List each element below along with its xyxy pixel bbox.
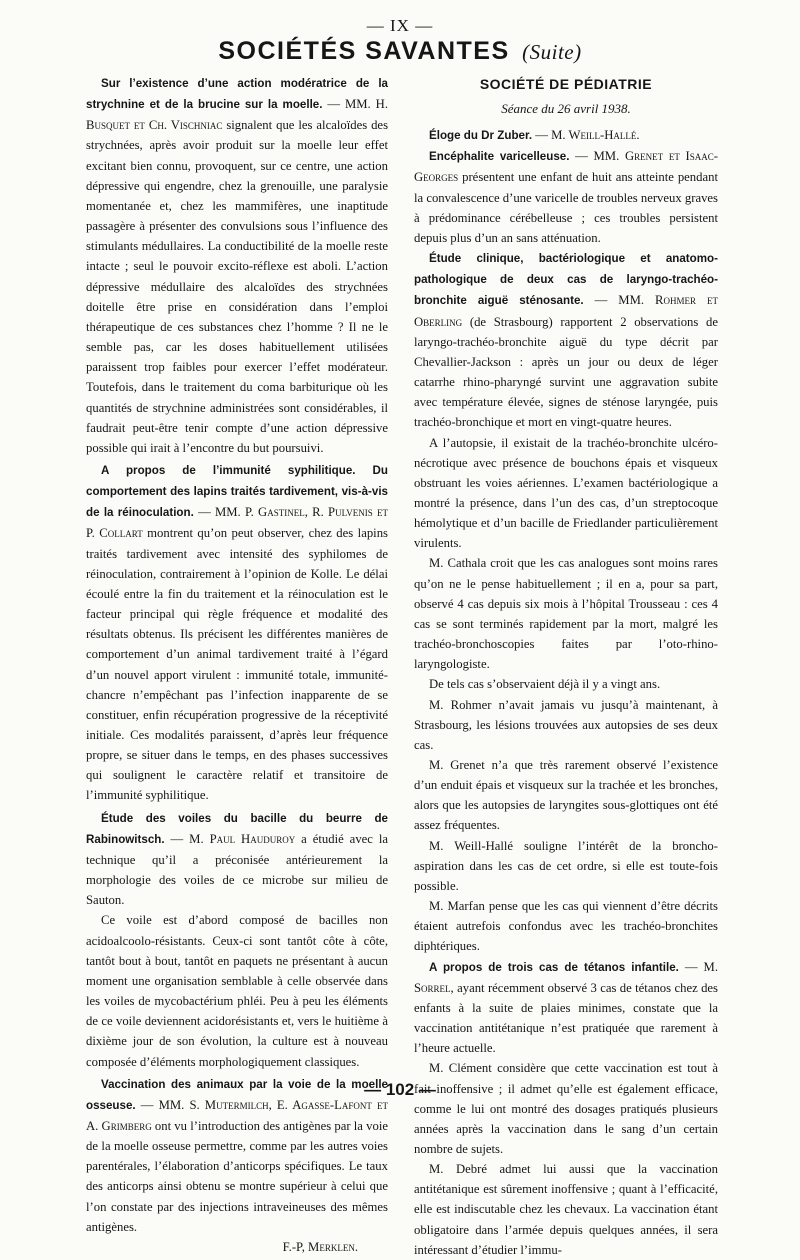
abstract-laryngo-trachee xyxy=(414,248,718,432)
paragraph-rohmer: M. Rohmer n’avait jamais vu jusqu’à maintenant, à Strasbourg, les lésions trouvées aux autopsies de ses deux cas. xyxy=(414,697,718,752)
society-title: SOCIÉTÉ DE PÉDIATRIE xyxy=(479,76,653,92)
abstract-authors: — MM. Grenet et Isaac-Georges xyxy=(414,149,718,185)
abstract-text: — M. Weill-Hallé. xyxy=(532,128,640,143)
roman-page-number: — IX — xyxy=(366,16,434,35)
abstract-bacille-beurre xyxy=(86,808,388,911)
abstract-title: Étude des voiles du bacille du beurre de Rabinowitsch. xyxy=(86,811,388,846)
section-continuation: (Suite) xyxy=(522,40,582,64)
abstract-title: A propos de trois cas de tétanos infantile. xyxy=(429,960,679,974)
abstract-text: montrent qu’on peut observer, chez des lapins traités tardivement avec intensité des syphilomes de réinoculation, contrairement à l’opinion de Kolle. Le délai écoulé entre la fin du traitement et la réinoculation est le facteur principal qui règle fréquence et modalité des résultats obtenus. Ils précisent les différentes manières de comportement d’un animal tardivement traité à l’égard d’un nouvel apport virulent : immunité totale, immunité-chancre n’empêchant pas l’infection inapparente de se constituer, enfin récupération progressive de la réceptivité initiale. Ces modalités paraissent, d’après leur fréquence propre, se situer dans le temps, en des phases successives qui soulignent le caractère relatif et transitoire de l’immunité syphilitique. xyxy=(86,526,388,803)
abstract-title: Vaccination des animaux par la voie de la moelle osseuse. xyxy=(86,1077,388,1112)
abstract-authors: — MM. S. Mutermilch, E. Agasse-Lafont et A. Grimberg xyxy=(86,1097,389,1133)
abstract-authors: — MM. P. Gastinel, R. Pulvenis et P. Collart xyxy=(86,505,388,541)
abstract-encephalite xyxy=(414,146,718,248)
paragraph-autopsie: A l’autopsie, il existait de la trachéo-bronchite ulcéro-nécrotique avec présence de bouchons épais et visqueux obstruant les voies aériennes. L’examen bactériologique a montré la présence, dans l’un des cas, d’un streptocoque hémolytique et d’un bacille de Friedlander particulièrement virulents. xyxy=(414,435,718,551)
paragraph-marfan: M. Marfan pense que les cas qui viennent d’être décrits étaient autrefois confondus avec les trachéo-bronchites diphtériques. xyxy=(414,899,718,954)
session-date: Séance du 26 avril 1938. xyxy=(501,101,631,116)
abstract-authors: — MM. Rohmer et Oberling xyxy=(414,293,718,329)
paragraph-weill-halle: M. Weill-Hallé souligne l’intérêt de la broncho-aspiration dans les cas de cet ordre, si elle est toute-fois possible. xyxy=(414,838,718,893)
paragraph-cathala: M. Cathala croit que les cas analogues sont moins rares qu’on ne le pense habituellement ; il en a, pour sa part, observé 4 cas depuis six mois à l’hôpital Trousseau : ces 4 cas se sont terminés rapidement par la mort, malgré les trachéo-bronchoscopies faites par l’oto-rhino-laryngologiste. xyxy=(414,556,718,672)
abstract-title: A propos de l’immunité syphilitique. Du comportement des lapins traités tardivement, vis-à-vis de la réinoculation. xyxy=(86,463,388,520)
abstract-authors: — M. Paul Hauduroy xyxy=(170,831,296,846)
page-number: — 102 — xyxy=(364,1080,436,1099)
paragraph-grenet: M. Grenet n’a que très rarement observé l’existence d’un enduit épais et visqueux sur la trachée et les bronches, alors que les autopsies de laryngites sous-glottiques ont été assez fréquentes. xyxy=(414,758,718,833)
abstract-text: signalent que les alcaloïdes des strychnées, après avoir produit sur la moelle leur effet excitant bien connu, provoquent, sur ce centre, une action dépressive qui engendre, chez la grenouille, une paralysie momentanée et, chez les mammifères, une inaptitude passagère à présenter des convulsions sous l’influence des stimulants médullaires. La conductibilité de la moelle reste intacte ; seul le pouvoir excito-réflexe est aboli. L’action dépressive médullaire des alcaloïdes des strychnées doitelle être prise en considération dans l’emploi thérapeutique de ces substances chez l’homme ? Il ne le semble pas, car les doses habituellement utilisées paraissent trop faibles pour exercer l’effet modérateur. Toutefois, dans le traitement du coma barbiturique où les quantités de strychnine administrées sont considérables, il faudrait peut-être tenir compte d’une action dépressive possible qui irait à l’encontre du but poursuivi. xyxy=(86,118,389,455)
abstract-zuber xyxy=(414,125,718,146)
abstract-text: a étudié avec la technique qu’il a préconisée antérieurement la morphologie des voiles de ce microbe sur milieu de Sauton. xyxy=(86,831,389,908)
paragraph-vingt-ans: De tels cas s’observaient déjà il y a vingt ans. xyxy=(429,677,661,692)
abstract-text: (de Strasbourg) rapportent 2 observations de laryngo-trachéo-bronchite aiguë du type décrit par Chevallier-Jackson : après un jour ou deux de léger catarrhe rhino-pharyngé survint une aggravation subite avec température élevée, signes de sténose laryngée, puis trachéo-bronchique et mort en vingt-quatre heures. xyxy=(414,314,718,430)
section-banner xyxy=(0,36,800,67)
abstract-tetanos xyxy=(414,957,718,1059)
paragraph-clement: M. Clément considère que cette vaccination est tout à fait inoffensive ; il admet qu’elle est également efficace, comme le lui ont montré des dosages pratiqués plusieurs années après la vaccination dans le sang d’un certain nombre de sujets. xyxy=(414,1061,718,1156)
abstract-text: Ce voile est d’abord composé de bacilles non acidoalcoolo-résistants. Ceux-ci sont tantôt côte à côte, tantôt bout à bout, tantôt en paquets ne présentant à aucun moment une organisation semblable à celle observée dans les voiles de mycobactérium phléi. Peu à peu les éléments de ce voile deviennent acidorésistants et, vers le huitième à dixième jour de son évolution, la culture est à nouveau composée d’éléments morphologiquement classiques. xyxy=(86,913,388,1069)
signature: F.-P, Merklen. xyxy=(282,1239,358,1254)
abstract-strychnine xyxy=(86,73,388,458)
abstract-text: ont vu l’introduction des antigènes par la voie de la moelle osseuse permettre, comme par les autres voies parentérales, l’élaboration d’anticorps spécifiques. Le taux des anticorps ainsi obtenu se montre supérieur à celui que l’on constate par des injections intraveineuses des mêmes antigènes. xyxy=(86,1118,388,1234)
abstract-authors: — MM. H. Busquet et Ch. Vischniac xyxy=(86,97,388,133)
abstract-text: présentent une enfant de huit ans atteinte pendant la convalescence d’une varicelle de troubles nerveux graves à prédominance cérébelleuse ; ces troubles persistent depuis plus d’un an sans atténuation. xyxy=(414,170,718,245)
abstract-syphilis xyxy=(86,460,388,806)
abstract-text: ayant récemment observé 3 cas de tétanos chez des enfants à la suite de plaies minimes, constate que la vaccination antitétanique n’est pratiquée que rarement à l’heure actuelle. xyxy=(414,980,718,1056)
abstract-title: Sur l’existence d’une action modératrice de la strychnine et de la brucine sur la moelle. xyxy=(86,77,388,112)
abstract-title: Étude clinique, bactériologique et anatomo-pathologique de deux cas de laryngo-trachéo-bronchite aiguë sténosante. xyxy=(414,252,718,308)
abstract-title: Éloge du Dr Zuber. xyxy=(429,129,533,143)
abstract-title: Encéphalite varicelleuse. xyxy=(429,150,570,164)
section-title: SOCIÉTÉS SAVANTES xyxy=(218,37,510,65)
paragraph-debre: M. Debré admet lui aussi que la vaccination antitétanique est sûrement inoffensive ; quant à l’efficacité, elle est indiscutable chez les chevaux. La vaccination étant obligatoire dans l’armée depuis quelques années, il sera intéressant d’étudier l’immu- xyxy=(414,1162,718,1257)
abstract-authors: — M. Sorrel, xyxy=(414,959,718,995)
abstract-bacille-continued xyxy=(86,910,388,1071)
